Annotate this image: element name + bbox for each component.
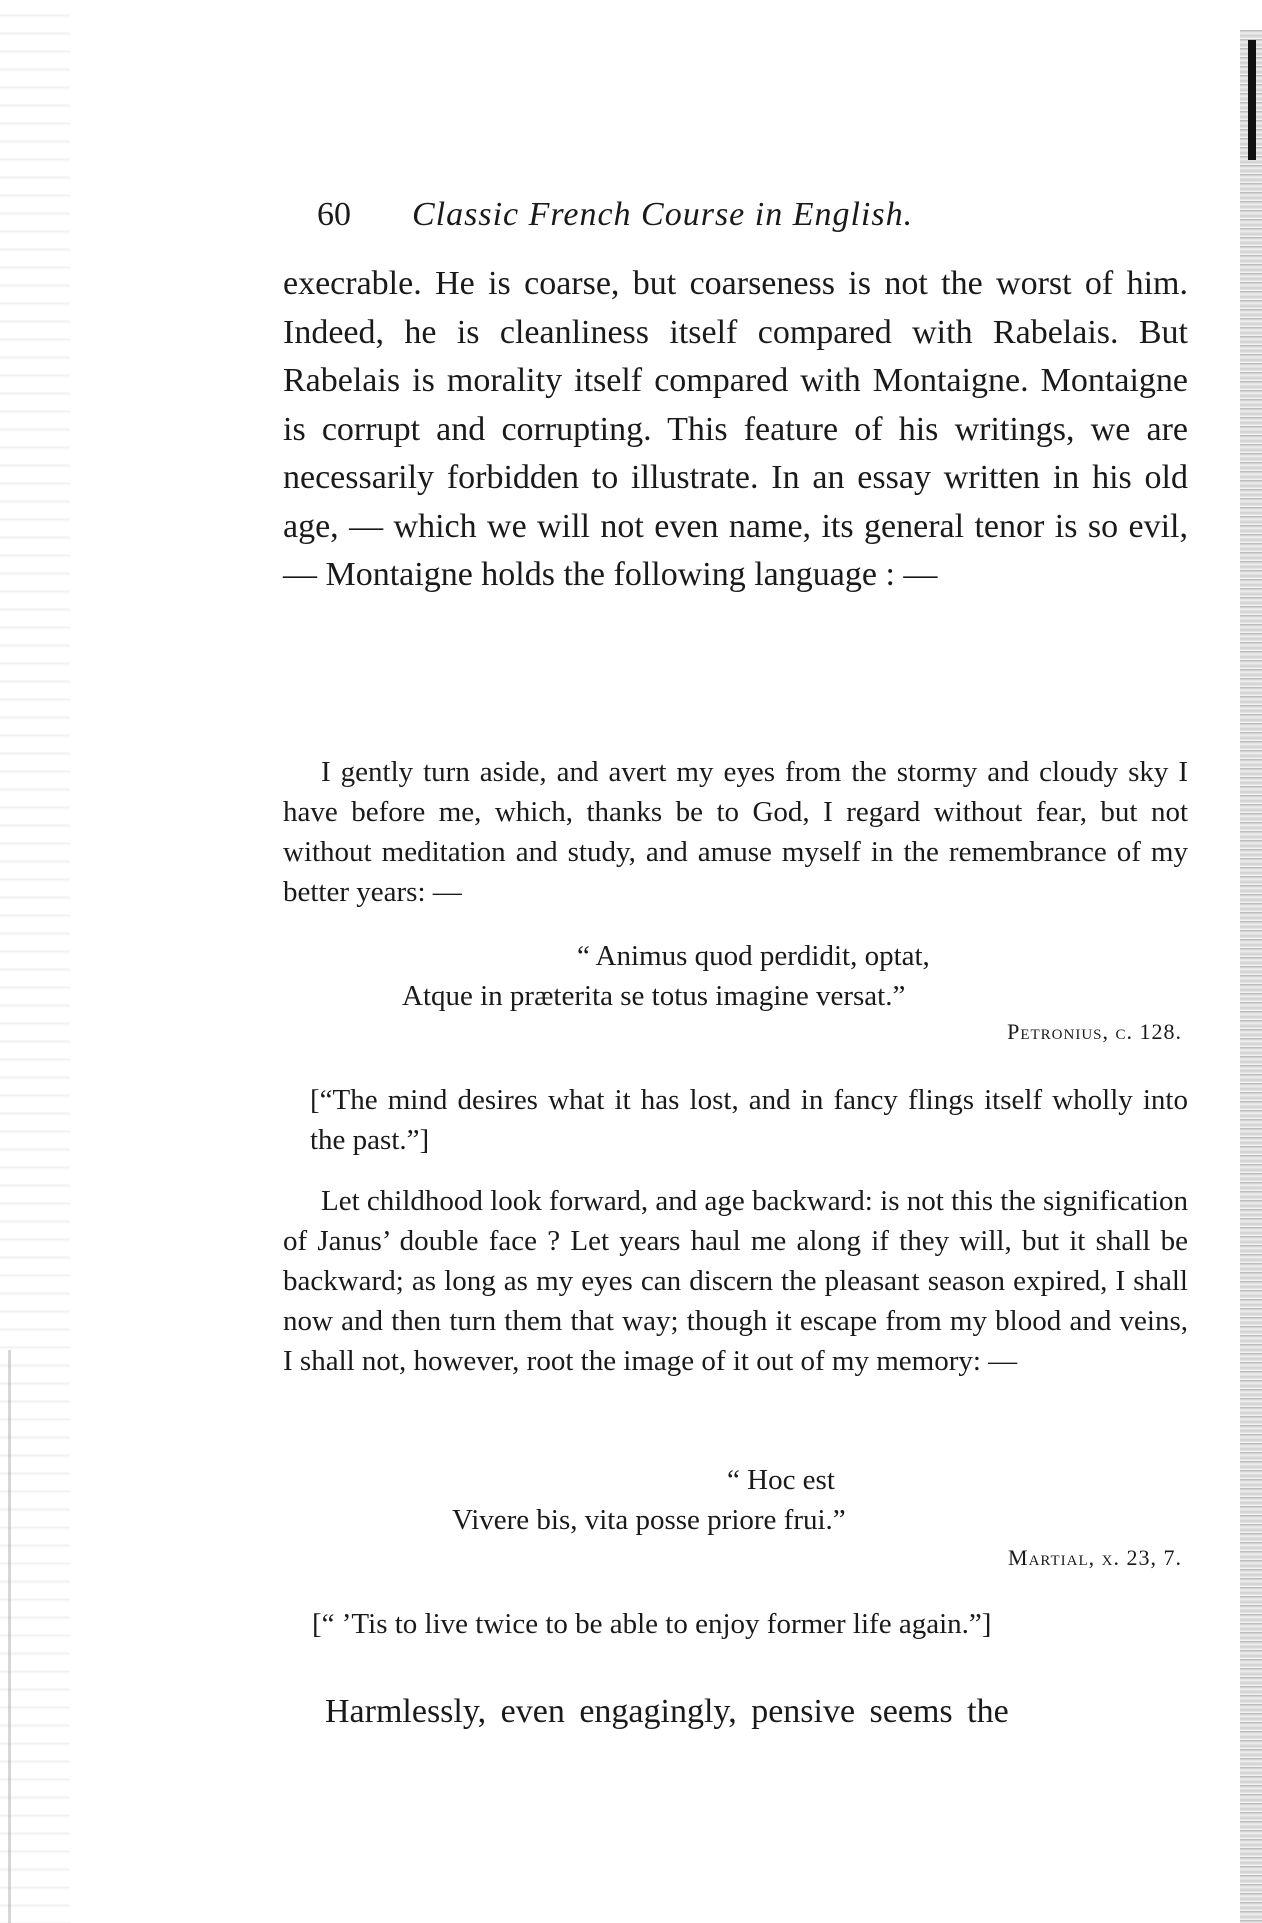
verse-1-line-2: Atque in præterita se totus imagine versat.”: [402, 980, 906, 1012]
scan-edge-left: [0, 0, 70, 1923]
quote-passage-1: [283, 752, 1188, 912]
quote-passage-2: [283, 1181, 1188, 1381]
citation-petronius: Petronius, c. 128.: [1007, 1019, 1182, 1044]
translation-1: [310, 1080, 1188, 1160]
verse-1-line-1: “ Animus quod perdidit, optat,: [577, 940, 930, 972]
verse-2-line-2: Vivere bis, vita posse priore frui.”: [452, 1504, 846, 1536]
running-head: [317, 185, 1067, 245]
book-title: Classic French Course in English.: [412, 196, 914, 233]
translation-2: [312, 1604, 1192, 1644]
translation-2-text: [“ ’Tis to live twice to be able to enjoy former life again.”]: [312, 1608, 992, 1640]
scan-edge-right: [1240, 30, 1262, 1923]
closing-line: Harmlessly, even engagingly, pensive seems the: [325, 1693, 1009, 1730]
verse-2-line-1: “ Hoc est: [727, 1464, 835, 1496]
scan-edge-mark: [1248, 40, 1256, 160]
paragraph-text: execrable. He is coarse, but coarseness is not the worst of him. Indeed, he is cleanliness itself compared with Rabelais. But Rabelais is morality itself compared with Montaigne. Montaigne is corrupt and corrupting. This feature of his writings, we are necessarily forbidden to illustrate. In an essay written in his old age, — which we will not even name, its general tenor is so evil, — Montaigne holds the following language : —: [283, 265, 1188, 593]
quote-passage-1-text: I gently turn aside, and avert my eyes from the stormy and cloudy sky I have before me, which, thanks be to God, I regard without fear, but not without meditation and study, and amuse myself in the remembrance of my better years: —: [283, 756, 1188, 908]
citation-martial: Martial, x. 23, 7.: [1008, 1545, 1182, 1570]
translation-1-text: [“The mind desires what it has lost, and in fancy flings itself wholly into the past.”]: [310, 1084, 1188, 1156]
main-paragraph: [283, 260, 1188, 600]
page-number: 60: [317, 196, 351, 233]
quote-passage-2-text: Let childhood look forward, and age backward: is not this the signification of Janus’ double face ? Let years haul me along if they will, but it shall be backward; as long as my eyes can discern the pleasant season expired, I shall now and then turn them that way; though it escape from my blood and veins, I shall not, however, root the image of it out of my memory: —: [283, 1185, 1188, 1377]
